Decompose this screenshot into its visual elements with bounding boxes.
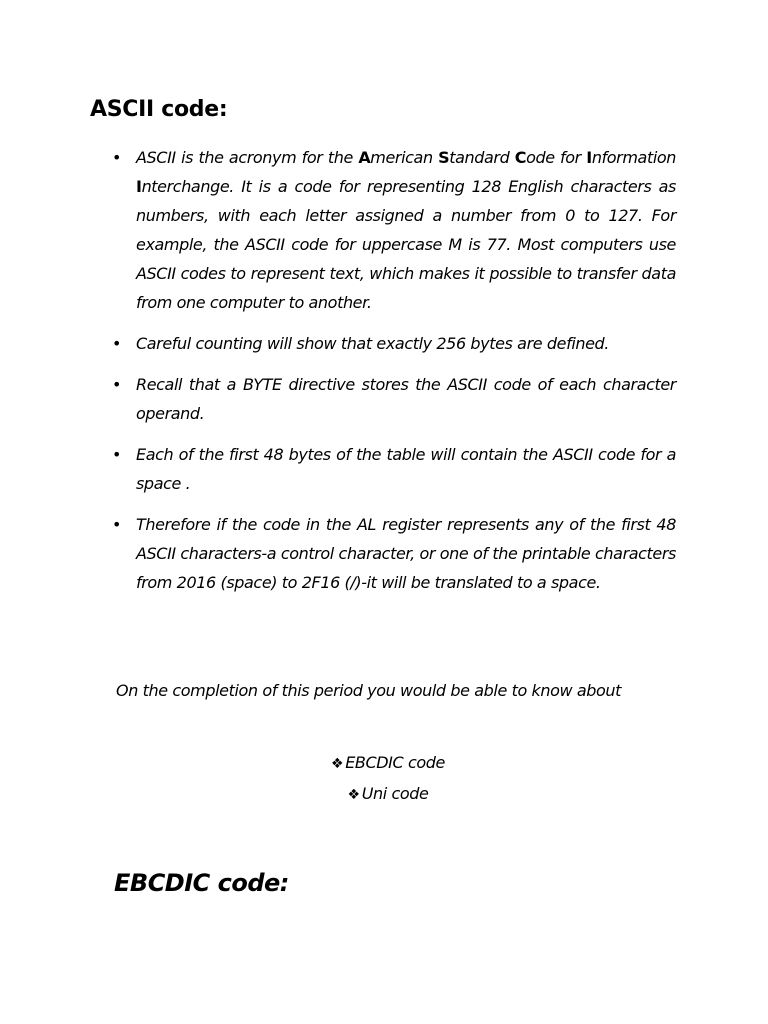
bullet-marker: • [112, 375, 122, 394]
ascii-bullet-list [112, 143, 676, 609]
ascii-code-heading: ASCII code: [90, 97, 228, 122]
bold-initial-c: C [514, 148, 527, 167]
bullet-text: Each of the first 48 bytes of the table will contain the ASCII code for a space . [136, 445, 676, 493]
bullet-text-segment: nterchange. It is a code for representing 128 English characters as numbers, with each letter assigned a number from 0 to 127. For example, the ASCII code for uppercase M is 77. Most computers use ASCII codes to represent text, which makes it possible to transfer data from one computer to another. [136, 177, 676, 312]
topic-item-ebcdic [0, 748, 768, 779]
bullet-item-byte-count [112, 329, 676, 358]
diamond-bullet-icon: ❖ [347, 787, 360, 803]
bullet-item-first-48-bytes [112, 440, 676, 498]
bold-initial-i: I [136, 177, 142, 196]
bullet-marker: • [112, 334, 122, 353]
bullet-text: Therefore if the code in the AL register represents any of the first 48 ASCII characters-a control character, or one of the printable characters from 2016 (space) to 2F16 (/)-it will be translated to a space. [136, 515, 676, 592]
bold-initial-a: A [358, 148, 371, 167]
topic-item-unicode [0, 779, 768, 810]
topics-list [0, 748, 768, 810]
diamond-bullet-icon: ❖ [331, 756, 344, 772]
bullet-text-segment: nformation [591, 148, 676, 167]
bold-initial-i: I [586, 148, 592, 167]
bullet-text-segment: merican [370, 148, 439, 167]
bullet-text-segment: ASCII is the acronym for the [136, 148, 359, 167]
bullet-text-segment: ode for [526, 148, 587, 167]
topic-label: Uni code [361, 784, 429, 803]
bullet-marker: • [112, 148, 122, 167]
bullet-text: Careful counting will show that exactly 256 bytes are defined. [136, 334, 609, 353]
bold-initial-s: S [438, 148, 450, 167]
bullet-text: Recall that a BYTE directive stores the ASCII code of each character operand. [136, 375, 676, 423]
bullet-marker: • [112, 515, 122, 534]
bullet-marker: • [112, 445, 122, 464]
bullet-item-al-register [112, 510, 676, 597]
bullet-text-segment: tandard [449, 148, 515, 167]
bullet-item-ascii-definition [112, 143, 676, 317]
ebcdic-code-heading: EBCDIC code: [114, 869, 289, 897]
completion-statement: On the completion of this period you would be able to know about [116, 681, 622, 700]
topic-label: EBCDIC code [345, 753, 445, 772]
bullet-item-byte-directive [112, 370, 676, 428]
